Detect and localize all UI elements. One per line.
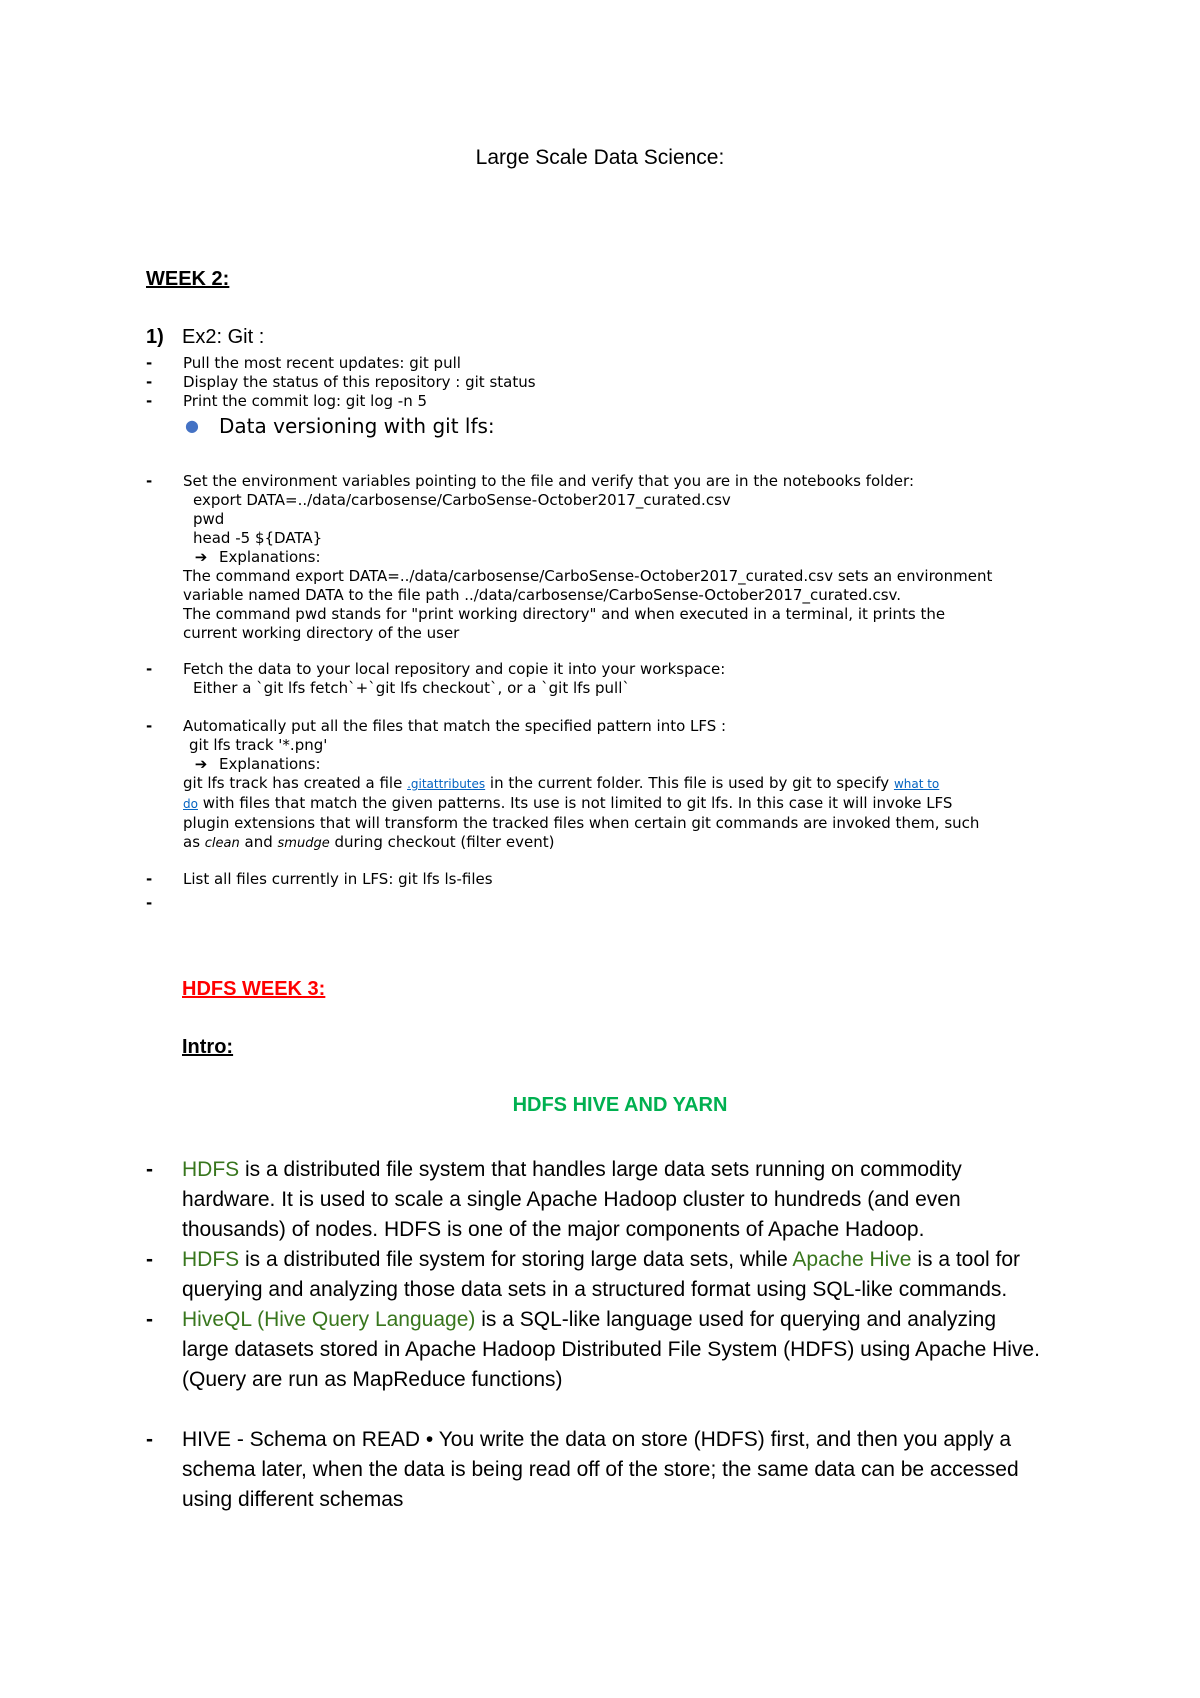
exercise-number: 1)	[146, 326, 164, 348]
week2-heading: WEEK 2:	[146, 268, 230, 290]
hdfs-week3-heading: HDFS WEEK 3:	[182, 978, 326, 1000]
explanation-text: plugin extensions that will transform the tracked files when certain git commands are invoked them, such	[183, 814, 980, 832]
list-item: - HIVE - Schema on READ • You write the data on store (HDFS) first, and then you apply a schema later, when the data is being read off of the store; the same data can be accessed using different schemas	[146, 1425, 1046, 1515]
explanations-label: Explanations:	[219, 548, 321, 566]
explanation-text: current working directory of the user	[183, 624, 460, 642]
page-title: Large Scale Data Science:	[475, 146, 725, 169]
list-item: - HiveQL (Hive Query Language) is a SQL-like language used for querying and analyzing large datasets stored in Apache Hadoop Distributed File System (HDFS) using Apache Hive. (Query are run as MapReduce functions)	[146, 1305, 1046, 1395]
list-item	[146, 717, 979, 853]
gitattributes-link[interactable]: .gitattributes	[407, 777, 486, 791]
code-line: pwd	[193, 510, 225, 528]
what-to-do-link[interactable]: what to	[893, 777, 940, 791]
hdfs-hive-yarn-heading: HDFS HIVE AND YARN	[512, 1094, 728, 1116]
code-line: head -5 ${DATA}	[193, 529, 323, 547]
fetch-text: - Fetch the data to your local repository and copie it into your workspace:	[183, 660, 726, 678]
list-item	[146, 472, 992, 643]
arrow-icon: ➔	[194, 755, 208, 773]
arrow-icon: ➔	[194, 548, 208, 566]
list-item: - List all files currently in LFS: git lfs ls-files	[146, 870, 493, 889]
fetch-section	[146, 660, 725, 698]
bullet-dot-icon: ●	[185, 416, 199, 435]
explanation-text: git lfs track has created a file .gitattributes in the current folder. This file is used by git to specify what to	[183, 774, 940, 792]
exercise-heading	[146, 326, 264, 349]
explanation-text: do with files that match the given patterns. Its use is not limited to git lfs. In this case it will invoke LFS	[183, 794, 953, 812]
git-commands-list	[146, 354, 536, 411]
code-line: export DATA=../data/carbosense/CarboSense-October2017_curated.csv	[193, 491, 731, 509]
list-files-section	[146, 870, 493, 913]
explanations-line	[183, 548, 992, 567]
code-line: git lfs track '*.png'	[189, 736, 328, 754]
explanation-text: The command pwd stands for "print working directory" and when executed in a terminal, it prints the	[183, 605, 946, 623]
list-item: - Pull the most recent updates: git pull	[146, 354, 536, 373]
list-item: - Print the commit log: git log -n 5	[146, 392, 536, 411]
env-section	[146, 472, 992, 643]
track-section	[146, 717, 979, 853]
fetch-sub: Either a `git lfs fetch`+`git lfs checkout`, or a `git lfs pull`	[193, 679, 630, 697]
list-item	[146, 660, 725, 698]
empty-list-item	[146, 894, 493, 913]
explanations-line	[183, 755, 979, 774]
explanation-text: as clean and smudge during checkout (filter event)	[183, 833, 555, 851]
intro-heading: Intro:	[182, 1036, 234, 1058]
lfs-bullet-text: Data versioning with git lfs:	[219, 414, 495, 438]
hdfs-list	[146, 1155, 1046, 1515]
track-text: - Automatically put all the files that match the specified pattern into LFS :	[183, 717, 727, 735]
explanation-text: variable named DATA to the file path ../data/carbosense/CarboSense-October2017_curated.csv.	[183, 586, 902, 604]
what-to-do-link-cont[interactable]: do	[183, 797, 198, 811]
lfs-bullet	[185, 414, 495, 438]
list-item: - Display the status of this repository : git status	[146, 373, 536, 392]
list-item: - HDFS is a distributed file system for storing large data sets, while Apache Hive is a tool for querying and analyzing those data sets in a structured format using SQL-like commands.	[146, 1245, 1046, 1305]
explanation-text: The command export DATA=../data/carbosense/CarboSense-October2017_curated.csv sets an environment	[183, 567, 993, 585]
exercise-title: Ex2: Git :	[182, 326, 265, 348]
explanations-label: Explanations:	[219, 755, 321, 773]
env-text: - Set the environment variables pointing to the file and verify that you are in the notebooks folder:	[183, 472, 914, 490]
list-item: - HDFS is a distributed file system that handles large data sets running on commodity hardware. It is used to scale a single Apache Hadoop cluster to hundreds (and even thousands) of nodes. HDFS is one of the major components of Apache Hadoop.	[146, 1155, 1046, 1245]
